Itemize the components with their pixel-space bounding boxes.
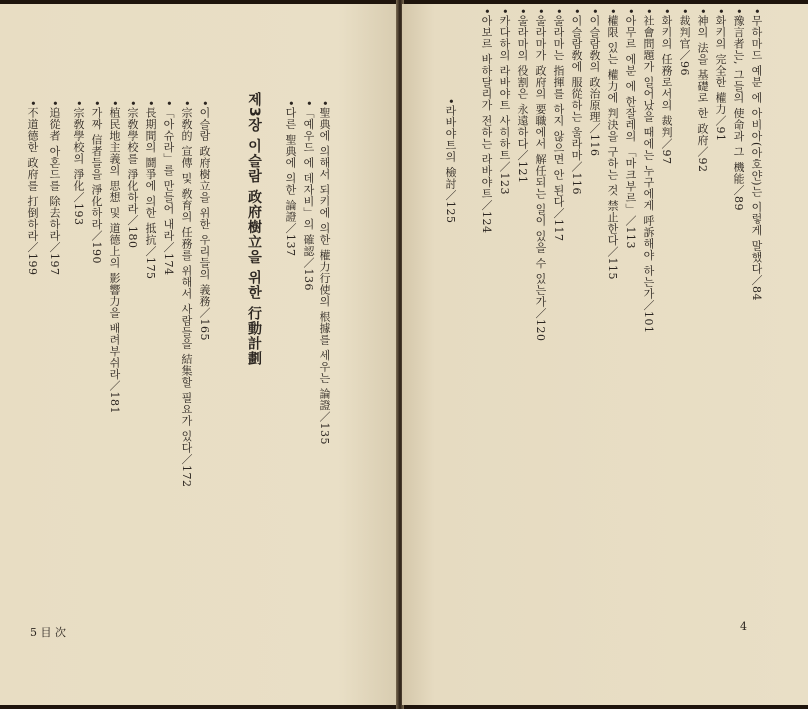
toc-entry-left-13: •不道德한 政府를 打倒하라／199 — [26, 100, 39, 276]
toc-entry-left-3: •다른 聖典에 의한 論證／137 — [284, 100, 297, 257]
toc-entry-right-17: •라바야트의 檢討／125 — [444, 98, 457, 224]
toc-entry-left-6: •「아슈라」를 만들어 내라／174 — [162, 100, 175, 276]
toc-entry-right-8: •아무르 에분 에 한잘레의 「마크부르」／113 — [624, 8, 637, 249]
toc-entry-left-4: •이슬람 政府樹立을 위한 우리들의 義務／165 — [198, 100, 211, 341]
left-folio: 5 目 次 — [30, 626, 66, 639]
toc-entry-right-13: •울라마가 政府의 要職에서 解任되는 일이 있을 수 있는가／120 — [534, 8, 547, 342]
toc-entry-right-2: •豫言者는, 그들의 使命과 그 機能／89 — [732, 8, 745, 211]
right-folio: 4 — [740, 620, 747, 633]
right-page — [402, 4, 808, 705]
toc-entry-left-9: •植民地主義의 思想 및 道德上의 影響力을 배려부쉬라／181 — [108, 100, 121, 414]
toc-entry-right-11: •이슬람敎에 服從하는 울라마／116 — [570, 8, 583, 195]
toc-entry-left-11: •宗敎學校의 淨化／193 — [72, 100, 85, 226]
toc-entry-right-4: •神의 法을 基礎로 한 政府／92 — [696, 8, 709, 173]
chapter-heading: 제3장 이슬람 政府樹立을 위한 行動計劃 — [246, 92, 262, 367]
toc-entry-left-5: •宗敎的 宣傳 및 敎育의 任務를 위해서 사람들을 結集할 필요가 있다／172 — [180, 100, 193, 488]
toc-entry-left-12: •追從者 아혼드를 除去하라／197 — [48, 100, 61, 276]
toc-entry-left-8: •宗敎學校를 淨化하라／180 — [126, 100, 139, 249]
toc-entry-right-14: •울라마의 役割은 永遠하다／121 — [516, 8, 529, 184]
toc-entry-right-5: •裁判官／96 — [678, 8, 691, 76]
toc-entry-right-15: •카다하의 라바야트 사히하트／123 — [498, 8, 511, 195]
toc-entry-right-7: •社會問題가 일어났을 때에는 누구에게 呼訴해야 하는가／101 — [642, 8, 655, 334]
toc-entry-left-10: •가짜 信者들을 淨化하라／190 — [90, 100, 103, 264]
toc-entry-right-3: •화키의 完全한 權力／91 — [714, 8, 727, 142]
toc-entry-left-7: •長期間의 鬪爭에 의한 抵抗／175 — [144, 100, 157, 280]
left-page — [0, 4, 398, 705]
toc-entry-right-6: •화키의 任務로서의 裁判／97 — [660, 8, 673, 165]
toc-entry-right-1: •무하마드 예분 에 아비아(아호얀)는 이렇게 말했다／84 — [750, 8, 763, 302]
toc-entry-right-12: •울라마는 指揮를 하지 않으면 안 된다／117 — [552, 8, 565, 242]
toc-entry-right-9: •權限 있는 權力에 判決을 구하는 것 禁止한다／115 — [606, 8, 619, 280]
toc-entry-right-10: •이슬람敎의 政治原理／116 — [588, 8, 601, 157]
toc-entry-left-1: •聖典에 의해서 되키에 의한 權力行使의 根據를 세우는 論證／135 — [318, 100, 331, 445]
toc-entry-right-16: •아보르 바하달리가 전하는 라바야트／124 — [480, 8, 493, 234]
toc-entry-left-2: •「예우드 에 데자비」의 確認／136 — [302, 100, 315, 291]
